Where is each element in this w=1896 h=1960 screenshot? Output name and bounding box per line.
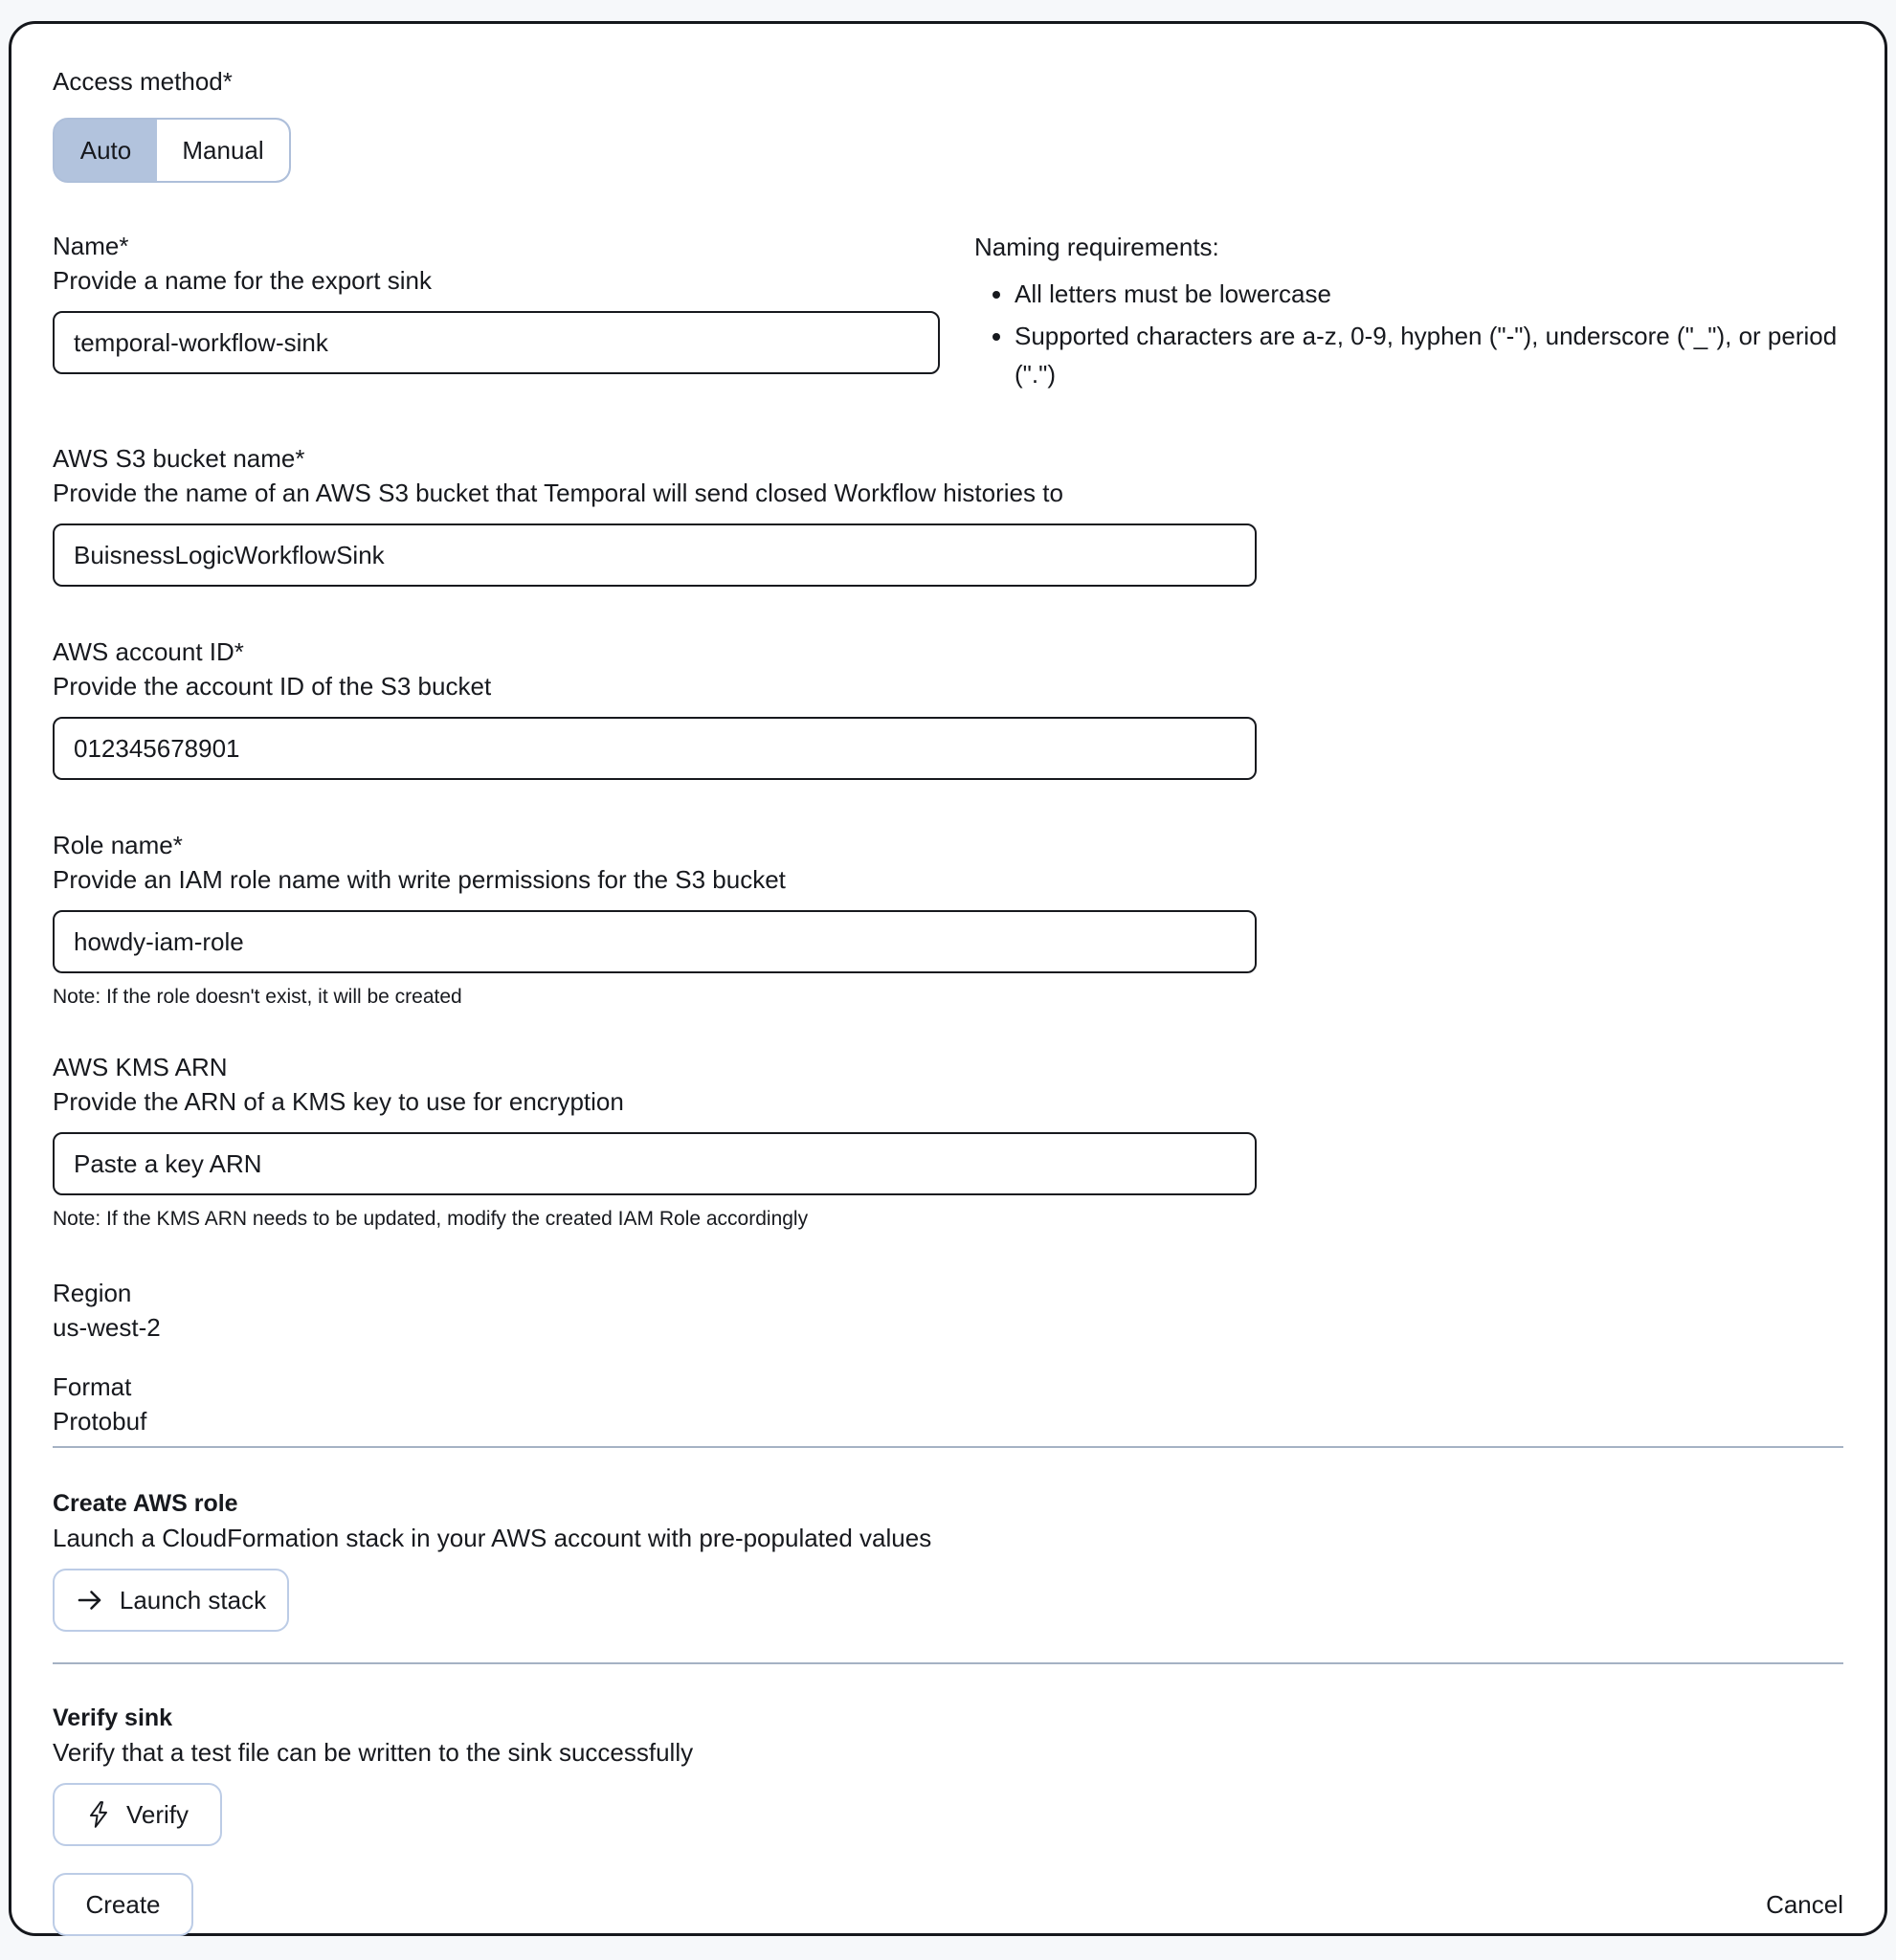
role-name-description: Provide an IAM role name with write permissions for the S3 bucket	[53, 865, 786, 894]
s3-bucket-description: Provide the name of an AWS S3 bucket that Temporal will send closed Workflow histories to	[53, 479, 1063, 507]
kms-arn-field-group	[53, 1050, 1843, 1232]
kms-arn-description: Provide the ARN of a KMS key to use for encryption	[53, 1087, 624, 1116]
name-field-group	[53, 229, 940, 393]
name-description: Provide a name for the export sink	[53, 266, 432, 295]
launch-stack-button-label: Launch stack	[119, 1585, 267, 1615]
naming-requirements-title: Naming requirements:	[974, 233, 1219, 261]
access-method-option-auto[interactable]: Auto	[79, 135, 132, 165]
verify-button[interactable]	[53, 1783, 222, 1846]
name-label: Name*	[53, 232, 129, 260]
arrow-right-icon	[76, 1586, 104, 1615]
account-id-input[interactable]	[53, 717, 1257, 780]
s3-bucket-label: AWS S3 bucket name*	[53, 444, 305, 473]
role-name-input[interactable]	[53, 910, 1257, 973]
create-button-label: Create	[85, 1889, 161, 1919]
verify-button-label: Verify	[125, 1799, 190, 1829]
cancel-button[interactable]: Cancel	[1766, 1889, 1843, 1919]
verify-sink-description: Verify that a test file can be written to the sink successfully	[53, 1738, 694, 1767]
region-value: us-west-2	[53, 1313, 161, 1342]
account-id-field-group	[53, 635, 1843, 780]
format-label: Format	[53, 1372, 132, 1401]
access-method-toggle	[53, 118, 291, 183]
name-and-requirements-row	[53, 229, 1843, 393]
region-readout	[53, 1276, 1843, 1345]
create-aws-role-description: Launch a CloudFormation stack in your AWS account with pre-populated values	[53, 1524, 932, 1552]
format-readout	[53, 1370, 1843, 1438]
naming-requirement-item: • Supported characters are a-z, 0-9, hyphen ("-"), underscore ("_"), or period (".")	[1015, 317, 1843, 393]
role-name-field-group	[53, 828, 1843, 1010]
s3-bucket-field-group	[53, 441, 1843, 587]
divider	[53, 1446, 1843, 1448]
account-id-description: Provide the account ID of the S3 bucket	[53, 672, 492, 701]
naming-requirements	[974, 229, 1843, 393]
create-aws-role-title: Create AWS role	[53, 1490, 238, 1517]
kms-arn-input[interactable]	[53, 1132, 1257, 1195]
account-id-label: AWS account ID*	[53, 637, 244, 666]
name-input[interactable]	[53, 311, 940, 374]
access-method-label: Access method*	[53, 67, 233, 96]
s3-bucket-input[interactable]	[53, 523, 1257, 587]
verify-sink-section	[53, 1701, 1843, 1846]
naming-requirements-list	[974, 275, 1843, 393]
naming-requirement-item: • All letters must be lowercase	[1015, 275, 1843, 313]
lightning-bolt-icon	[86, 1800, 111, 1829]
format-value: Protobuf	[53, 1407, 147, 1436]
region-label: Region	[53, 1279, 132, 1307]
verify-sink-title: Verify sink	[53, 1704, 173, 1731]
divider	[53, 1662, 1843, 1664]
form-actions-row	[53, 1873, 1843, 1936]
kms-arn-note: Note: If the KMS ARN needs to be updated, modify the created IAM Role accordingly	[53, 1208, 809, 1230]
create-button[interactable]	[53, 1873, 193, 1936]
role-name-label: Role name*	[53, 831, 183, 859]
role-name-note: Note: If the role doesn't exist, it will be created	[53, 986, 462, 1008]
access-method-option-manual[interactable]: Manual	[157, 120, 289, 181]
export-sink-form-card	[9, 21, 1887, 1936]
kms-arn-label: AWS KMS ARN	[53, 1053, 228, 1081]
create-aws-role-section	[53, 1486, 1843, 1632]
launch-stack-button[interactable]	[53, 1569, 289, 1632]
